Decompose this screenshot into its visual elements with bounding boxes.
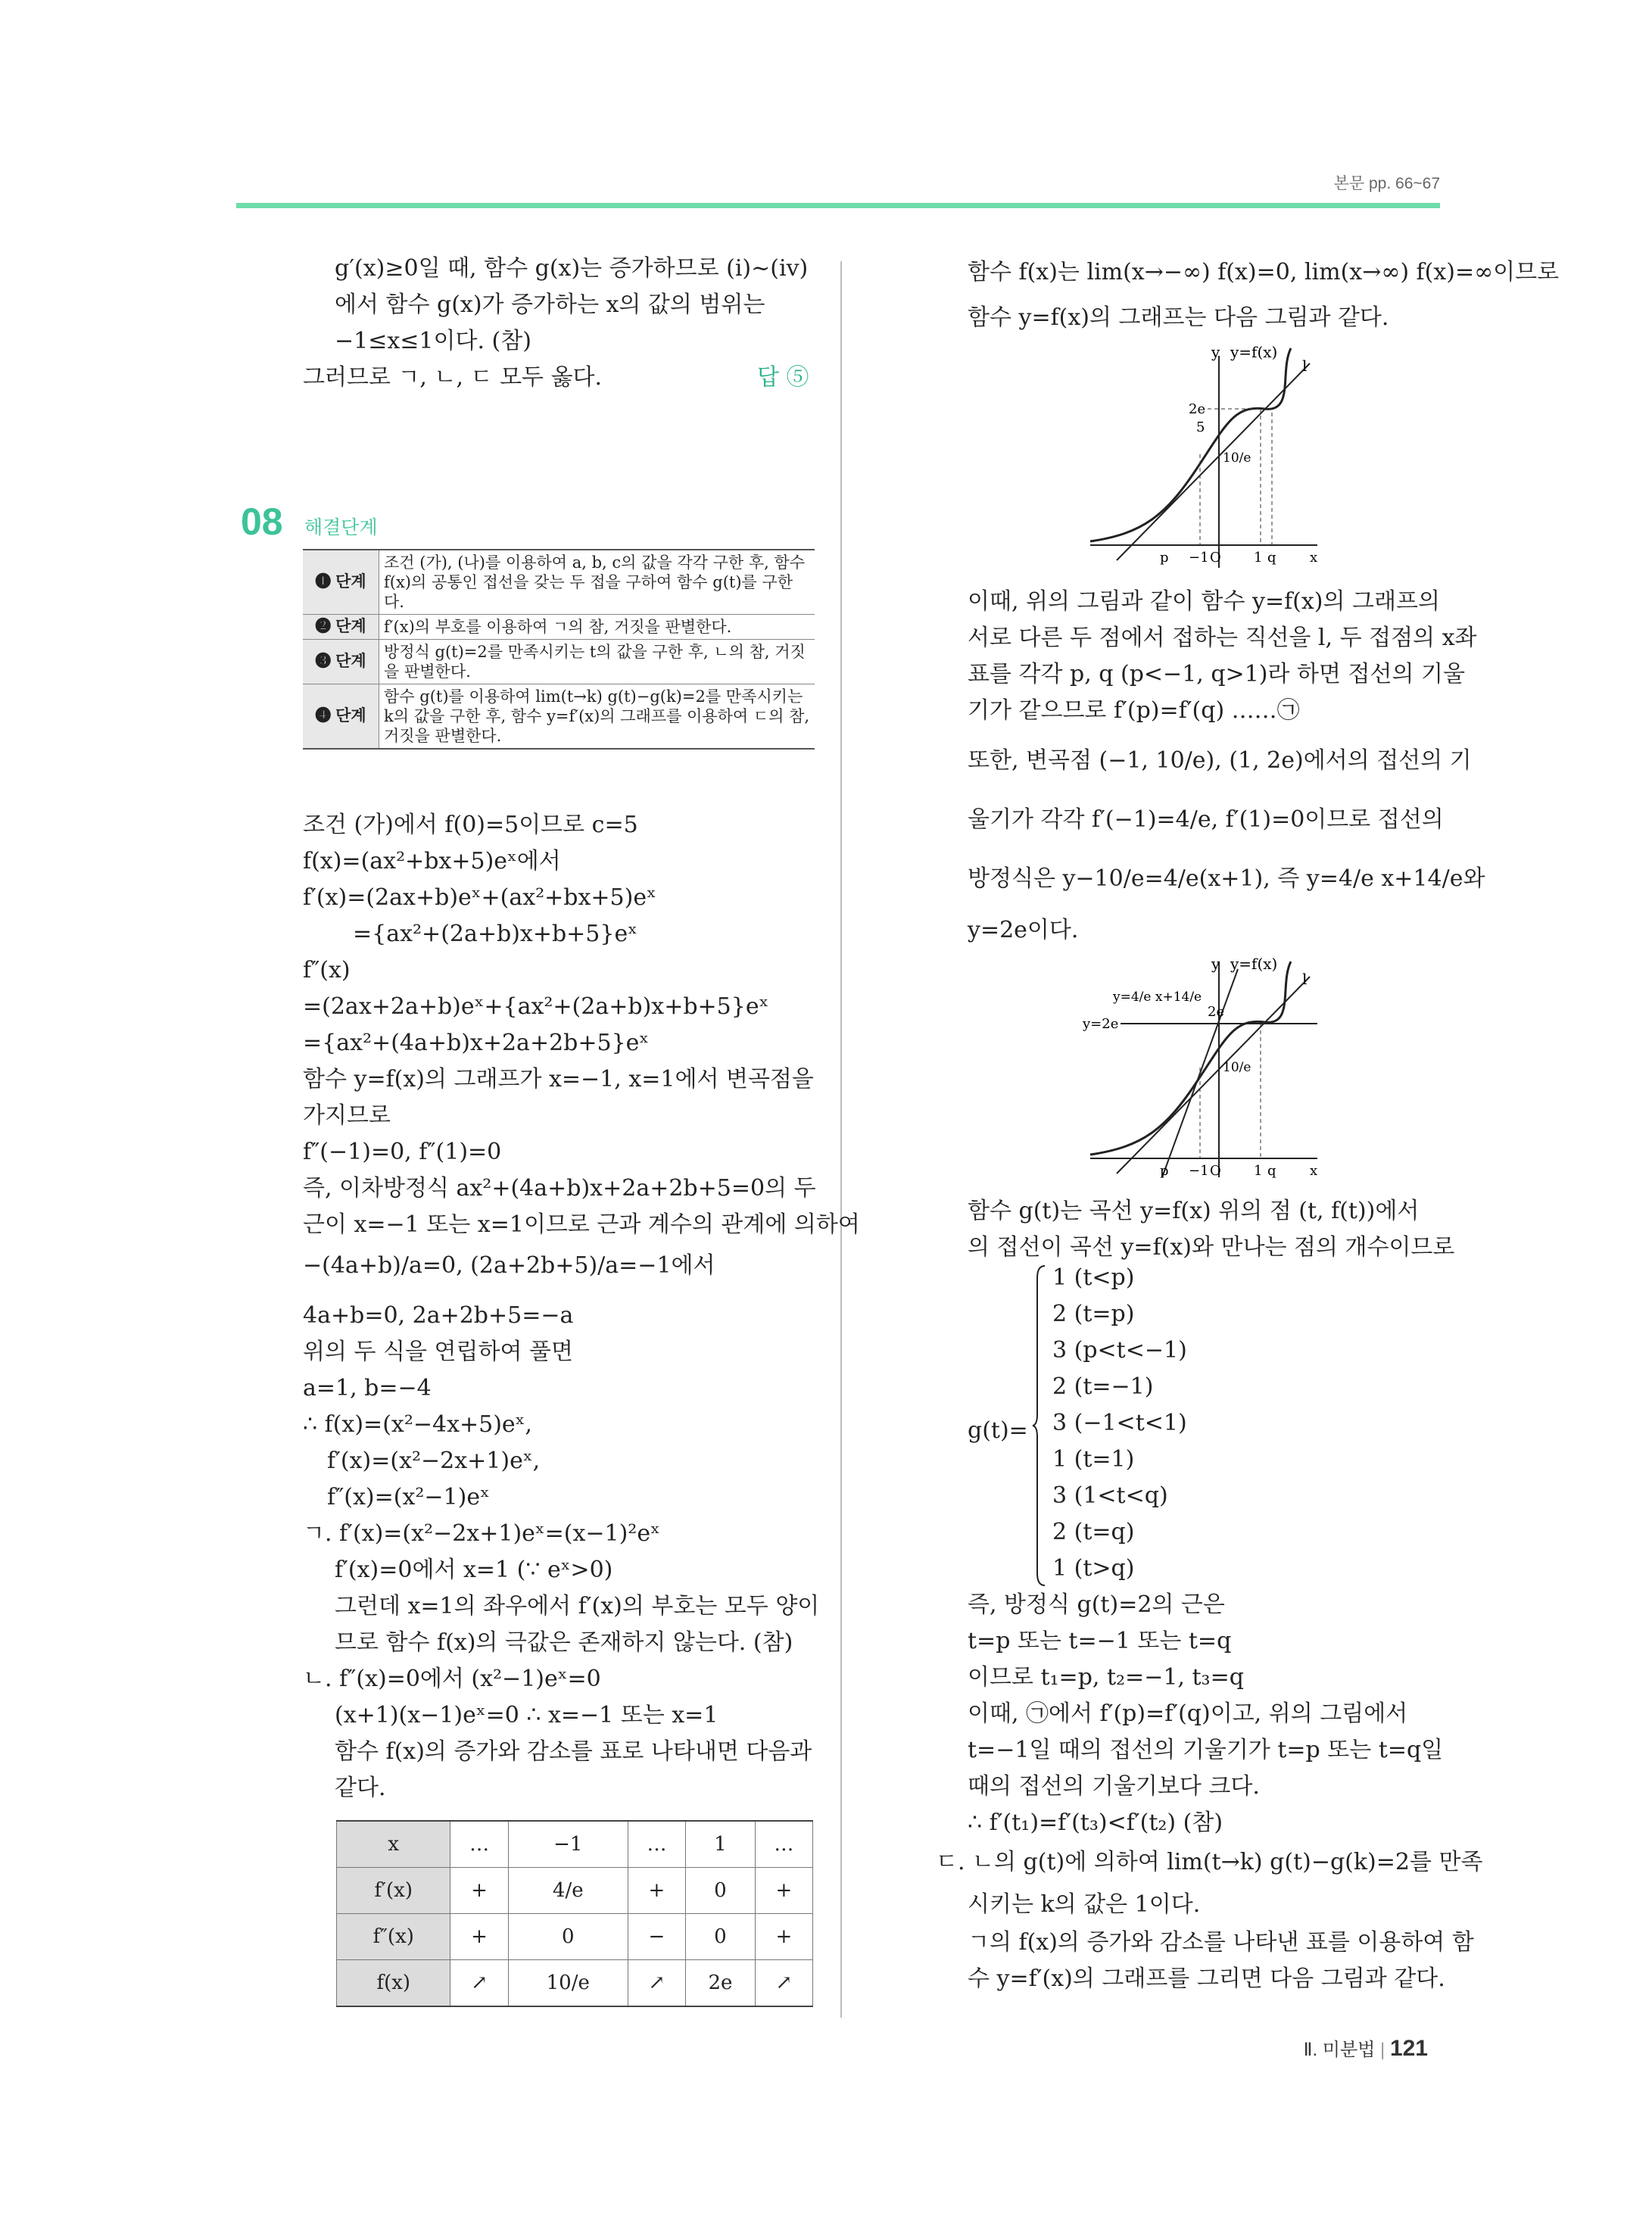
intro-line: g′(x)≥0일 때, 함수 g(x)는 증가하므로 (ⅰ)~(ⅳ) (335, 255, 809, 282)
body-line: f″(−1)=0, f″(1)=0 (303, 1139, 502, 1165)
body-line: 4a+b=0, 2a+2b+5=−a (303, 1302, 574, 1329)
intro-line: 에서 함수 g(x)가 증가하는 x의 값의 범위는 (335, 291, 765, 318)
table-header-row (337, 1821, 813, 1868)
table-cell: 0 (686, 1914, 756, 1960)
right-line: 방정식은 y−10/e=4/e(x+1), 즉 y=4/e x+14/e와 (968, 865, 1485, 892)
x-tick-label: 1 (1254, 1163, 1263, 1179)
table-cell: + (755, 1914, 812, 1960)
step-row (303, 640, 815, 684)
right-line: 이므로 t₁=p, t₂=−1, t₃=q (968, 1664, 1244, 1691)
piecewise-case: 3 (−1<t<1) (1052, 1410, 1187, 1436)
right-line: ∴ f′(t₁)=f′(t₃)<f′(t₂) (참) (968, 1810, 1223, 1836)
problem-number: 08 (241, 500, 283, 543)
right-line: 즉, 방정식 g(t)=2의 근은 (968, 1591, 1225, 1618)
piecewise-case: 1 (t<p) (1052, 1264, 1135, 1291)
body-line: 함수 f(x)의 증가와 감소를 표로 나타내면 다음과 (335, 1738, 812, 1765)
x-tick-label: −1 (1189, 550, 1209, 566)
table-row (337, 1868, 813, 1914)
table-cell: 0 (508, 1914, 628, 1960)
increase-decrease-table (336, 1820, 813, 2007)
body-line: 함수 y=f(x)의 그래프가 x=−1, x=1에서 변곡점을 (303, 1066, 814, 1093)
page-footer (1304, 2034, 1428, 2062)
x-tick-label: O (1210, 550, 1221, 566)
table-cell: − (628, 1914, 685, 1960)
page-reference: 본문 pp. 66~67 (1333, 175, 1440, 192)
piecewise-case: 1 (t=1) (1052, 1446, 1135, 1473)
table-row (337, 1914, 813, 1960)
table-header-cell: … (450, 1821, 508, 1868)
table-header-cell: … (755, 1821, 812, 1868)
step-row (303, 550, 815, 615)
graph-f-with-tangent-l (1083, 341, 1333, 575)
body-line: 므로 함수 f(x)의 극값은 존재하지 않는다. (참) (335, 1629, 793, 1656)
right-line: 함수 f(x)는 lim(x→−∞) f(x)=0, lim(x→∞) f(x)=∞이므로 (968, 259, 1560, 285)
table-cell: + (450, 1914, 508, 1960)
body-line: ={ax²+(4a+b)x+2a+2b+5}eˣ (303, 1030, 650, 1056)
tangent-label: l (1302, 357, 1308, 375)
table-cell: f′(x) (337, 1868, 450, 1914)
curve-label: y=f(x) (1230, 955, 1278, 973)
table-cell: + (628, 1868, 685, 1914)
piecewise-case: 3 (p<t<−1) (1052, 1337, 1187, 1364)
tangent-equation-label: y=4/e x+14/e (1113, 990, 1202, 1005)
chapter-label: Ⅱ. 미분법 (1303, 2040, 1376, 2060)
x-tick-label: 1 (1254, 550, 1263, 566)
right-line: 함수 g(t)는 곡선 y=f(x) 위의 점 (t, f(t))에서 (968, 1198, 1420, 1224)
table-cell: ↗ (755, 1960, 812, 2007)
axis-y-label: y (1211, 343, 1220, 361)
right-line: ㄷ. ㄴ의 g(t)에 의하여 lim(t→k) g(t)−g(k)=2를 만족 (936, 1849, 1483, 1875)
body-line: 근이 x=−1 또는 x=1이므로 근과 계수의 관계에 의하여 (303, 1211, 860, 1238)
table-cell: f″(x) (337, 1914, 450, 1960)
table-cell: ↗ (628, 1960, 685, 2007)
curve-label: y=f(x) (1230, 343, 1278, 361)
step-text: 함수 g(t)를 이용하여 lim(t→k) g(t)−g(k)=2를 만족시키는 k의 값을 구한 후, 함수 y=f′(x)의 그래프를 이용하여 ㄷ의 참, 거짓을 판별한다. (379, 684, 815, 750)
page-number: 121 (1389, 2036, 1428, 2061)
right-line: 수 y=f′(x)의 그래프를 그리면 다음 그림과 같다. (968, 1965, 1445, 1992)
right-line: 때의 접선의 기울기보다 크다. (968, 1773, 1260, 1800)
y-tick-label: 10/e (1223, 450, 1251, 466)
step-row (303, 684, 815, 750)
axis-x-label: x (1310, 550, 1318, 566)
piecewise-case: 2 (t=p) (1052, 1301, 1135, 1327)
step-text: 조건 (가), (나)를 이용하여 a, b, c의 값을 각각 구한 후, 함수 f(x)의 공통인 접선을 갖는 두 접을 구하여 함수 g(t)를 구한다. (379, 550, 815, 615)
step-label: ❹ 단계 (303, 684, 379, 750)
body-line: f′(x)=0에서 x=1 (∵ eˣ>0) (335, 1557, 613, 1583)
table-row (337, 1960, 813, 2007)
right-line: t=−1일 때의 접선의 기울기가 t=p 또는 t=q일 (968, 1737, 1444, 1763)
y-tick-label: 2e (1208, 1004, 1225, 1020)
axis-x-label: x (1310, 1163, 1318, 1179)
right-line: 의 접선이 곡선 y=f(x)와 만나는 점의 개수이므로 (968, 1234, 1455, 1261)
y-tick-label: 5 (1196, 419, 1205, 435)
step-text: f′(x)의 부호를 이용하여 ㄱ의 참, 거짓을 판별한다. (379, 615, 815, 640)
piecewise-label: g(t)= (968, 1417, 1028, 1444)
right-line: 울기가 각각 f′(−1)=4/e, f′(1)=0이므로 접선의 (968, 806, 1444, 833)
y-tick-label: 10/e (1223, 1060, 1251, 1075)
table-cell: + (450, 1868, 508, 1914)
x-tick-label: O (1210, 1163, 1221, 1179)
table-cell: 10/e (508, 1960, 628, 2007)
table-header-cell: x (337, 1821, 450, 1868)
body-line: ㄴ. f″(x)=0에서 (x²−1)eˣ=0 (303, 1666, 601, 1692)
x-tick-label: p (1160, 1163, 1169, 1179)
table-cell: + (755, 1868, 812, 1914)
step-label: ❶ 단계 (303, 550, 379, 615)
table-cell: 4/e (508, 1868, 628, 1914)
right-line: 또한, 변곡점 (−1, 10/e), (1, 2e)에서의 접선의 기 (968, 747, 1472, 774)
right-line: 이때, ㉠에서 f′(p)=f′(q)이고, 위의 그림에서 (968, 1700, 1408, 1727)
answer-mark: 답 ⑤ (757, 364, 809, 391)
step-label: ❸ 단계 (303, 640, 379, 684)
axis-y-label: y (1211, 955, 1220, 973)
body-line: 가지므로 (303, 1102, 391, 1129)
table-cell: ↗ (450, 1960, 508, 2007)
right-line: t=p 또는 t=−1 또는 t=q (968, 1628, 1232, 1654)
right-line: 기가 같으므로 f′(p)=f′(q) ……㉠ (968, 697, 1300, 724)
piecewise-brace (1031, 1263, 1048, 1588)
table-cell: 2e (686, 1960, 756, 2007)
x-tick-label: −1 (1189, 1163, 1209, 1179)
table-header-cell: −1 (508, 1821, 628, 1868)
table-header-cell: … (628, 1821, 685, 1868)
tangent-equation-label: y=2e (1083, 1016, 1119, 1032)
body-line: −(4a+b)/a=0, (2a+2b+5)/a=−1에서 (303, 1252, 715, 1279)
right-line: y=2e이다. (968, 917, 1079, 943)
body-line: f″(x)=(x²−1)eˣ (327, 1484, 490, 1510)
body-line: 같다. (335, 1775, 386, 1801)
piecewise-case: 2 (t=−1) (1052, 1373, 1154, 1400)
header-rule (236, 203, 1440, 208)
body-line: a=1, b=−4 (303, 1375, 432, 1401)
step-row (303, 615, 815, 640)
right-line: 시키는 k의 값은 1이다. (968, 1891, 1201, 1918)
body-line: ∴ f(x)=(x²−4x+5)eˣ, (303, 1411, 532, 1438)
body-line: 조건 (가)에서 f(0)=5이므로 c=5 (303, 812, 638, 838)
right-line: 서로 다른 두 점에서 접하는 직선을 l, 두 접점의 x좌 (968, 625, 1477, 651)
tangent-label: l (1302, 970, 1308, 988)
body-line: 위의 두 식을 연립하여 풀면 (303, 1339, 573, 1365)
y-tick-label: 2e (1189, 401, 1206, 417)
x-tick-label: q (1267, 550, 1276, 566)
table-cell: f(x) (337, 1960, 450, 2007)
right-line: ㄱ의 f(x)의 증가와 감소를 나타낸 표를 이용하여 함 (968, 1929, 1474, 1956)
table-cell: 0 (686, 1868, 756, 1914)
body-line: =(2ax+2a+b)eˣ+{ax²+(2a+b)x+b+5}eˣ (303, 993, 769, 1020)
right-line: 표를 각각 p, q (p<−1, q>1)라 하면 접선의 기울 (968, 661, 1465, 687)
piecewise-case: 1 (t>q) (1052, 1555, 1135, 1582)
intro-line: −1≤x≤1이다. (참) (335, 328, 531, 354)
graph-f-with-inflection-tangents (1075, 954, 1333, 1181)
body-line: ={ax²+(2a+b)x+b+5}eˣ (353, 921, 637, 947)
piecewise-case: 2 (t=q) (1052, 1519, 1135, 1545)
body-line: 즉, 이차방정식 ax²+(4a+b)x+2a+2b+5=0의 두 (303, 1175, 816, 1202)
right-line: 함수 y=f(x)의 그래프는 다음 그림과 같다. (968, 304, 1389, 331)
piecewise-case: 3 (1<t<q) (1052, 1482, 1168, 1509)
table-header-cell: 1 (686, 1821, 756, 1868)
x-tick-label: q (1267, 1163, 1276, 1179)
column-divider (840, 261, 842, 2018)
body-line: ㄱ. f′(x)=(x²−2x+1)eˣ=(x−1)²eˣ (303, 1520, 660, 1547)
section-title: 해결단계 (304, 517, 378, 538)
body-line: f′(x)=(x²−2x+1)eˣ, (327, 1448, 541, 1474)
body-line: f′(x)=(2ax+b)eˣ+(ax²+bx+5)eˣ (303, 884, 656, 911)
step-text: 방정식 g(t)=2를 만족시키는 t의 값을 구한 후, ㄴ의 참, 거짓을 판별한다. (379, 640, 815, 684)
body-line: f(x)=(ax²+bx+5)eˣ에서 (303, 848, 561, 874)
step-label: ❷ 단계 (303, 615, 379, 640)
x-tick-label: p (1160, 550, 1169, 566)
footer-separator: | (1380, 2040, 1385, 2060)
body-line: (x+1)(x−1)eˣ=0 ∴ x=−1 또는 x=1 (335, 1702, 718, 1728)
body-line: f″(x) (303, 957, 351, 983)
right-line: 이때, 위의 그림과 같이 함수 y=f(x)의 그래프의 (968, 588, 1440, 615)
body-line: 그런데 x=1의 좌우에서 f′(x)의 부호는 모두 양이 (335, 1593, 820, 1619)
conclusion-line: 그러므로 ㄱ, ㄴ, ㄷ 모두 옳다. (303, 364, 603, 391)
solution-steps-table (303, 549, 815, 750)
